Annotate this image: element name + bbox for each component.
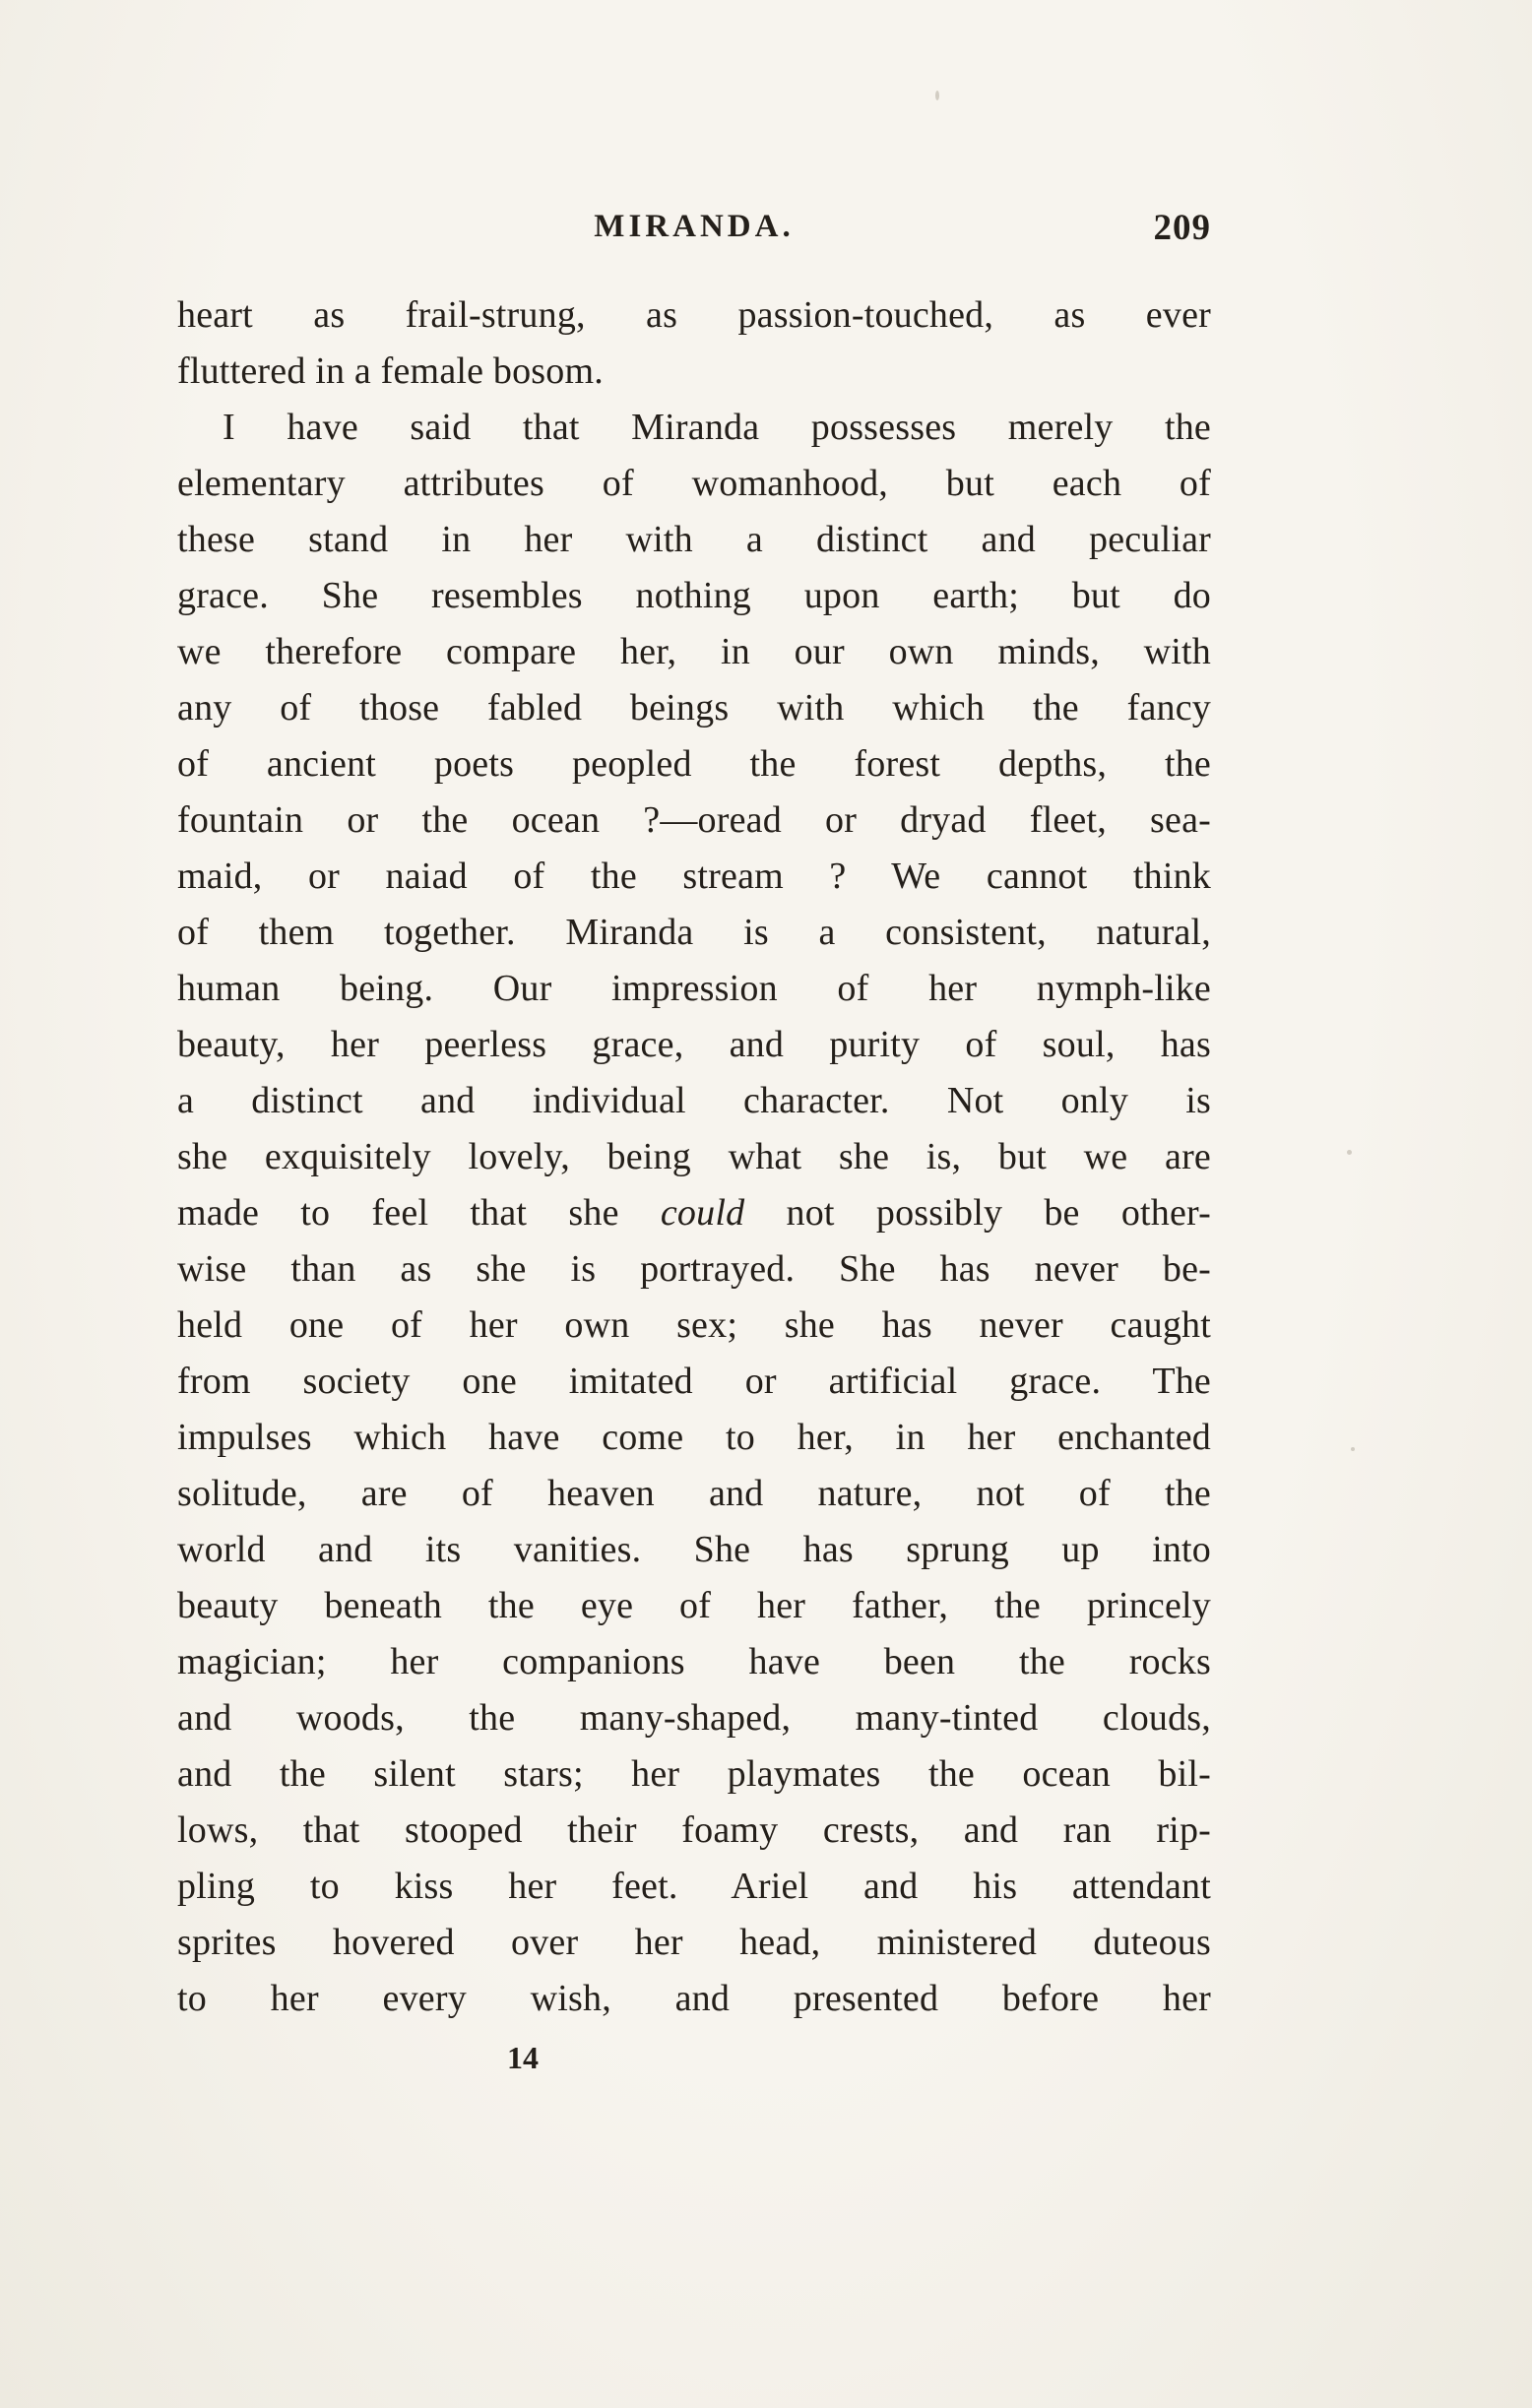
scan-speck: [1351, 1447, 1355, 1451]
text-segment: impulses which have come to her, in her enchanted: [177, 1417, 1211, 1458]
text-segment: a distinct and individual character. Not only is: [177, 1080, 1211, 1121]
text-line: [177, 1803, 1211, 1859]
text-line: [177, 1241, 1211, 1298]
text-segment: elementary attributes of womanhood, but each of: [177, 463, 1211, 504]
text-line: [177, 1634, 1211, 1690]
page-header: [177, 209, 1211, 258]
running-head-title: MIRANDA.: [594, 209, 795, 244]
scan-speck: [935, 91, 939, 100]
text-segment: grace. She resembles nothing upon earth; but do: [177, 575, 1211, 616]
text-segment: beauty beneath the eye of her father, the princely: [177, 1585, 1211, 1626]
text-line: [177, 1690, 1211, 1746]
text-segment: fluttered in a female bosom.: [177, 350, 604, 392]
text-segment: we therefore compare her, in our own minds, with: [177, 631, 1211, 672]
text-line: [177, 456, 1211, 512]
italic-text-segment: could: [660, 1192, 745, 1234]
text-segment: maid, or naiad of the stream ? We cannot think: [177, 855, 1211, 897]
text-segment: held one of her own sex; she has never caught: [177, 1304, 1211, 1346]
text-line: [177, 1522, 1211, 1578]
text-line: [177, 1410, 1211, 1466]
text-segment: world and its vanities. She has sprung up into: [177, 1529, 1211, 1570]
text-segment: these stand in her with a distinct and peculiar: [177, 519, 1211, 560]
text-line: [177, 1746, 1211, 1803]
text-segment: of ancient poets peopled the forest depths, the: [177, 743, 1211, 785]
text-line: [177, 736, 1211, 792]
text-line: [177, 1578, 1211, 1634]
text-segment: of them together. Miranda is a consistent, natural,: [177, 912, 1211, 953]
text-line: [177, 1073, 1211, 1129]
text-line: [177, 1915, 1211, 1971]
text-line: [177, 1017, 1211, 1073]
text-segment: and woods, the many-shaped, many-tinted clouds,: [177, 1697, 1211, 1739]
text-segment: not possibly be other-: [744, 1192, 1212, 1234]
paragraph: [177, 400, 1211, 2027]
text-line: [177, 1859, 1211, 1915]
scan-speck: [1347, 1150, 1352, 1155]
text-line: [177, 792, 1211, 849]
text-segment: sprites hovered over her head, ministered duteous: [177, 1922, 1211, 1963]
text-segment: solitude, are of heaven and nature, not of the: [177, 1473, 1211, 1514]
text-segment: wise than as she is portrayed. She has never be-: [177, 1248, 1211, 1290]
text-segment: lows, that stooped their foamy crests, and ran rip-: [177, 1809, 1211, 1851]
text-segment: human being. Our impression of her nymph-like: [177, 968, 1211, 1009]
text-line: [177, 568, 1211, 624]
text-segment: to her every wish, and presented before her: [177, 1978, 1211, 2019]
text-line: [177, 400, 1211, 456]
text-line: [177, 287, 1211, 344]
text-line: [177, 849, 1211, 905]
text-segment: pling to kiss her feet. Ariel and his attendant: [177, 1866, 1211, 1907]
text-line: [177, 1298, 1211, 1354]
text-line: [177, 1185, 1211, 1241]
text-segment: magician; her companions have been the rocks: [177, 1641, 1211, 1682]
text-segment: fountain or the ocean ?—oread or dryad fleet, sea-: [177, 799, 1211, 841]
text-segment: heart as frail-strung, as passion-touched, as ever: [177, 294, 1211, 336]
text-segment: and the silent stars; her playmates the ocean bil-: [177, 1753, 1211, 1795]
text-line: [177, 512, 1211, 568]
text-line: [177, 1466, 1211, 1522]
page-number: 209: [1153, 208, 1211, 248]
text-line: [177, 1354, 1211, 1410]
text-segment: I have said that Miranda possesses merely the: [223, 407, 1211, 448]
text-line: [177, 1971, 1211, 2027]
text-segment: beauty, her peerless grace, and purity of soul, has: [177, 1024, 1211, 1065]
paragraph: [177, 287, 1211, 400]
text-line: [177, 680, 1211, 736]
text-line: [177, 624, 1211, 680]
text-segment: made to feel that she: [177, 1192, 661, 1234]
text-line: [177, 1129, 1211, 1185]
body-text: [177, 287, 1211, 2027]
text-segment: any of those fabled beings with which the fancy: [177, 687, 1211, 729]
text-segment: from society one imitated or artificial grace. The: [177, 1361, 1211, 1402]
text-line: [177, 905, 1211, 961]
text-line: [177, 344, 1211, 400]
text-line: [177, 961, 1211, 1017]
signature-mark: 14: [507, 2040, 539, 2075]
text-segment: she exquisitely lovely, being what she is, but we are: [177, 1136, 1211, 1177]
